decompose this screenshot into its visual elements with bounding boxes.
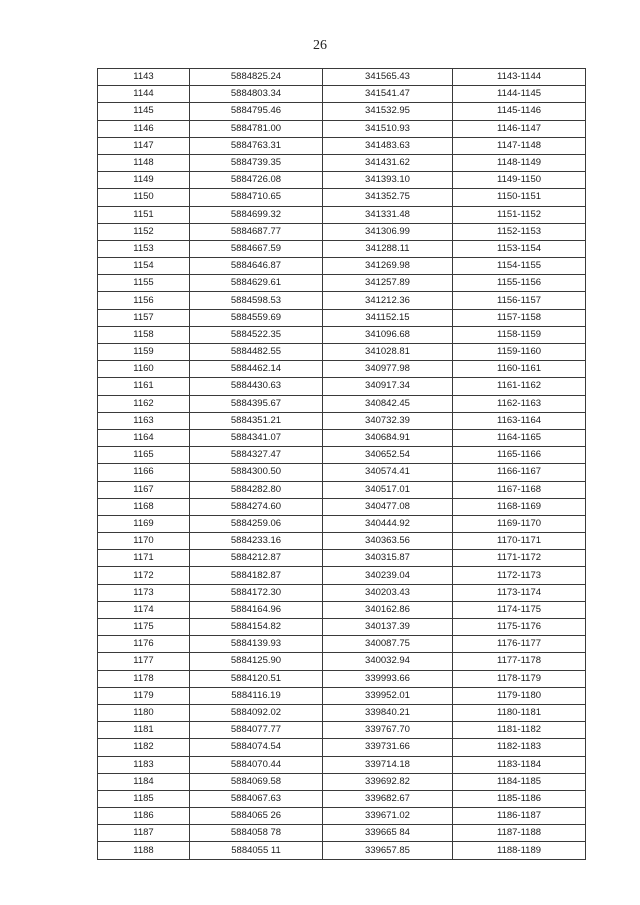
- table-row: [98, 103, 586, 120]
- table-row: [98, 412, 586, 429]
- segment-cell: 1155-1156: [453, 275, 586, 292]
- x-coordinate-cell: 5884341.07: [190, 429, 323, 446]
- y-coordinate-cell: 340239.04: [323, 567, 453, 584]
- table-row: [98, 533, 586, 550]
- point-number-cell: 1186: [98, 808, 190, 825]
- point-number-cell: 1151: [98, 206, 190, 223]
- x-coordinate-cell: 5884781.00: [190, 120, 323, 137]
- y-coordinate-cell: 340087.75: [323, 636, 453, 653]
- point-number-cell: 1161: [98, 378, 190, 395]
- segment-cell: 1146-1147: [453, 120, 586, 137]
- y-coordinate-cell: 341510.93: [323, 120, 453, 137]
- y-coordinate-cell: 339840.21: [323, 704, 453, 721]
- point-number-cell: 1163: [98, 412, 190, 429]
- segment-cell: 1164-1165: [453, 429, 586, 446]
- y-coordinate-cell: 341352.75: [323, 189, 453, 206]
- point-number-cell: 1152: [98, 223, 190, 240]
- table-row: [98, 378, 586, 395]
- table-row: [98, 275, 586, 292]
- table-row: [98, 154, 586, 171]
- y-coordinate-cell: 339671.02: [323, 808, 453, 825]
- x-coordinate-cell: 5884710.65: [190, 189, 323, 206]
- x-coordinate-cell: 5884395.67: [190, 395, 323, 412]
- table-row: [98, 704, 586, 721]
- table-row: [98, 258, 586, 275]
- point-number-cell: 1154: [98, 258, 190, 275]
- x-coordinate-cell: 5884739.35: [190, 154, 323, 171]
- segment-cell: 1183-1184: [453, 756, 586, 773]
- y-coordinate-cell: 341257.89: [323, 275, 453, 292]
- y-coordinate-cell: 341288.11: [323, 240, 453, 257]
- table-row: [98, 429, 586, 446]
- segment-cell: 1143-1144: [453, 69, 586, 86]
- y-coordinate-cell: 341306.99: [323, 223, 453, 240]
- table-row: [98, 206, 586, 223]
- segment-cell: 1174-1175: [453, 601, 586, 618]
- y-coordinate-cell: 341431.62: [323, 154, 453, 171]
- x-coordinate-cell: 5884482.55: [190, 344, 323, 361]
- x-coordinate-cell: 5884300.50: [190, 464, 323, 481]
- point-number-cell: 1185: [98, 790, 190, 807]
- point-number-cell: 1164: [98, 429, 190, 446]
- table-row: [98, 189, 586, 206]
- point-number-cell: 1145: [98, 103, 190, 120]
- table-row: [98, 292, 586, 309]
- table-row: [98, 86, 586, 103]
- table-row: [98, 120, 586, 137]
- segment-cell: 1169-1170: [453, 515, 586, 532]
- x-coordinate-cell: 5884259.06: [190, 515, 323, 532]
- point-number-cell: 1156: [98, 292, 190, 309]
- x-coordinate-cell: 5884065 26: [190, 808, 323, 825]
- x-coordinate-cell: 5884067.63: [190, 790, 323, 807]
- y-coordinate-cell: 339657.85: [323, 842, 453, 859]
- point-number-cell: 1171: [98, 550, 190, 567]
- point-number-cell: 1159: [98, 344, 190, 361]
- segment-cell: 1159-1160: [453, 344, 586, 361]
- y-coordinate-cell: 340203.43: [323, 584, 453, 601]
- y-coordinate-cell: 340977.98: [323, 361, 453, 378]
- y-coordinate-cell: 341331.48: [323, 206, 453, 223]
- y-coordinate-cell: 341269.98: [323, 258, 453, 275]
- point-number-cell: 1181: [98, 722, 190, 739]
- x-coordinate-cell: 5884212.87: [190, 550, 323, 567]
- x-coordinate-cell: 5884070.44: [190, 756, 323, 773]
- y-coordinate-cell: 340917.34: [323, 378, 453, 395]
- table-row: [98, 790, 586, 807]
- segment-cell: 1153-1154: [453, 240, 586, 257]
- table-row: [98, 309, 586, 326]
- segment-cell: 1163-1164: [453, 412, 586, 429]
- y-coordinate-cell: 340517.01: [323, 481, 453, 498]
- point-number-cell: 1169: [98, 515, 190, 532]
- y-coordinate-cell: 340574.41: [323, 464, 453, 481]
- segment-cell: 1171-1172: [453, 550, 586, 567]
- table-row: [98, 567, 586, 584]
- point-number-cell: 1153: [98, 240, 190, 257]
- segment-cell: 1185-1186: [453, 790, 586, 807]
- table-row: [98, 69, 586, 86]
- point-number-cell: 1184: [98, 773, 190, 790]
- x-coordinate-cell: 5884125.90: [190, 653, 323, 670]
- x-coordinate-cell: 5884462.14: [190, 361, 323, 378]
- segment-cell: 1181-1182: [453, 722, 586, 739]
- segment-cell: 1179-1180: [453, 687, 586, 704]
- point-number-cell: 1168: [98, 498, 190, 515]
- point-number-cell: 1182: [98, 739, 190, 756]
- table-row: [98, 361, 586, 378]
- y-coordinate-cell: 339665 84: [323, 825, 453, 842]
- y-coordinate-cell: 339714.18: [323, 756, 453, 773]
- x-coordinate-cell: 5884430.63: [190, 378, 323, 395]
- table-row: [98, 653, 586, 670]
- coordinates-table: [97, 68, 586, 860]
- segment-cell: 1152-1153: [453, 223, 586, 240]
- segment-cell: 1161-1162: [453, 378, 586, 395]
- segment-cell: 1172-1173: [453, 567, 586, 584]
- point-number-cell: 1165: [98, 447, 190, 464]
- table-row: [98, 773, 586, 790]
- point-number-cell: 1175: [98, 619, 190, 636]
- x-coordinate-cell: 5884282.80: [190, 481, 323, 498]
- table-row: [98, 687, 586, 704]
- table-row: [98, 808, 586, 825]
- y-coordinate-cell: 341483.63: [323, 137, 453, 154]
- x-coordinate-cell: 5884120.51: [190, 670, 323, 687]
- table-row: [98, 550, 586, 567]
- x-coordinate-cell: 5884667.59: [190, 240, 323, 257]
- point-number-cell: 1144: [98, 86, 190, 103]
- point-number-cell: 1183: [98, 756, 190, 773]
- table-row: [98, 172, 586, 189]
- point-number-cell: 1180: [98, 704, 190, 721]
- y-coordinate-cell: 341532.95: [323, 103, 453, 120]
- y-coordinate-cell: 340363.56: [323, 533, 453, 550]
- point-number-cell: 1188: [98, 842, 190, 859]
- x-coordinate-cell: 5884274.60: [190, 498, 323, 515]
- table-row: [98, 756, 586, 773]
- y-coordinate-cell: 340732.39: [323, 412, 453, 429]
- segment-cell: 1168-1169: [453, 498, 586, 515]
- x-coordinate-cell: 5884077.77: [190, 722, 323, 739]
- y-coordinate-cell: 340032.94: [323, 653, 453, 670]
- point-number-cell: 1172: [98, 567, 190, 584]
- segment-cell: 1166-1167: [453, 464, 586, 481]
- y-coordinate-cell: 341393.10: [323, 172, 453, 189]
- point-number-cell: 1167: [98, 481, 190, 498]
- segment-cell: 1188-1189: [453, 842, 586, 859]
- table-row: [98, 326, 586, 343]
- x-coordinate-cell: 5884172.30: [190, 584, 323, 601]
- x-coordinate-cell: 5884058 78: [190, 825, 323, 842]
- segment-cell: 1156-1157: [453, 292, 586, 309]
- segment-cell: 1149-1150: [453, 172, 586, 189]
- point-number-cell: 1178: [98, 670, 190, 687]
- x-coordinate-cell: 5884351.21: [190, 412, 323, 429]
- segment-cell: 1173-1174: [453, 584, 586, 601]
- table-row: [98, 223, 586, 240]
- segment-cell: 1162-1163: [453, 395, 586, 412]
- point-number-cell: 1187: [98, 825, 190, 842]
- segment-cell: 1147-1148: [453, 137, 586, 154]
- x-coordinate-cell: 5884055 11: [190, 842, 323, 859]
- x-coordinate-cell: 5884629.61: [190, 275, 323, 292]
- x-coordinate-cell: 5884687.77: [190, 223, 323, 240]
- x-coordinate-cell: 5884164.96: [190, 601, 323, 618]
- segment-cell: 1175-1176: [453, 619, 586, 636]
- x-coordinate-cell: 5884699.32: [190, 206, 323, 223]
- segment-cell: 1154-1155: [453, 258, 586, 275]
- segment-cell: 1176-1177: [453, 636, 586, 653]
- y-coordinate-cell: 339767.70: [323, 722, 453, 739]
- point-number-cell: 1150: [98, 189, 190, 206]
- y-coordinate-cell: 340652.54: [323, 447, 453, 464]
- x-coordinate-cell: 5884182.87: [190, 567, 323, 584]
- y-coordinate-cell: 340444.92: [323, 515, 453, 532]
- table-row: [98, 739, 586, 756]
- segment-cell: 1145-1146: [453, 103, 586, 120]
- y-coordinate-cell: 341152.15: [323, 309, 453, 326]
- table-row: [98, 619, 586, 636]
- table-row: [98, 240, 586, 257]
- segment-cell: 1165-1166: [453, 447, 586, 464]
- point-number-cell: 1147: [98, 137, 190, 154]
- y-coordinate-cell: 340315.87: [323, 550, 453, 567]
- y-coordinate-cell: 340842.45: [323, 395, 453, 412]
- point-number-cell: 1149: [98, 172, 190, 189]
- x-coordinate-cell: 5884646.87: [190, 258, 323, 275]
- table-row: [98, 515, 586, 532]
- segment-cell: 1160-1161: [453, 361, 586, 378]
- point-number-cell: 1176: [98, 636, 190, 653]
- point-number-cell: 1155: [98, 275, 190, 292]
- y-coordinate-cell: 340477.08: [323, 498, 453, 515]
- table-row: [98, 137, 586, 154]
- x-coordinate-cell: 5884092.02: [190, 704, 323, 721]
- table-row: [98, 670, 586, 687]
- y-coordinate-cell: 339993.66: [323, 670, 453, 687]
- segment-cell: 1187-1188: [453, 825, 586, 842]
- y-coordinate-cell: 341565.43: [323, 69, 453, 86]
- table-row: [98, 601, 586, 618]
- point-number-cell: 1162: [98, 395, 190, 412]
- y-coordinate-cell: 341541.47: [323, 86, 453, 103]
- point-number-cell: 1158: [98, 326, 190, 343]
- segment-cell: 1180-1181: [453, 704, 586, 721]
- x-coordinate-cell: 5884795.46: [190, 103, 323, 120]
- segment-cell: 1158-1159: [453, 326, 586, 343]
- table-row: [98, 498, 586, 515]
- x-coordinate-cell: 5884074.54: [190, 739, 323, 756]
- table-row: [98, 584, 586, 601]
- y-coordinate-cell: 341212.36: [323, 292, 453, 309]
- y-coordinate-cell: 340137.39: [323, 619, 453, 636]
- point-number-cell: 1173: [98, 584, 190, 601]
- y-coordinate-cell: 341028.81: [323, 344, 453, 361]
- point-number-cell: 1174: [98, 601, 190, 618]
- segment-cell: 1170-1171: [453, 533, 586, 550]
- x-coordinate-cell: 5884598.53: [190, 292, 323, 309]
- point-number-cell: 1179: [98, 687, 190, 704]
- point-number-cell: 1148: [98, 154, 190, 171]
- y-coordinate-cell: 339731.66: [323, 739, 453, 756]
- y-coordinate-cell: 339952.01: [323, 687, 453, 704]
- segment-cell: 1178-1179: [453, 670, 586, 687]
- segment-cell: 1148-1149: [453, 154, 586, 171]
- y-coordinate-cell: 339692.82: [323, 773, 453, 790]
- x-coordinate-cell: 5884327.47: [190, 447, 323, 464]
- point-number-cell: 1157: [98, 309, 190, 326]
- point-number-cell: 1143: [98, 69, 190, 86]
- y-coordinate-cell: 340162.86: [323, 601, 453, 618]
- table-row: [98, 344, 586, 361]
- table-row: [98, 825, 586, 842]
- x-coordinate-cell: 5884522.35: [190, 326, 323, 343]
- table-row: [98, 464, 586, 481]
- x-coordinate-cell: 5884763.31: [190, 137, 323, 154]
- point-number-cell: 1166: [98, 464, 190, 481]
- segment-cell: 1144-1145: [453, 86, 586, 103]
- x-coordinate-cell: 5884154.82: [190, 619, 323, 636]
- segment-cell: 1184-1185: [453, 773, 586, 790]
- x-coordinate-cell: 5884139.93: [190, 636, 323, 653]
- point-number-cell: 1160: [98, 361, 190, 378]
- y-coordinate-cell: 341096.68: [323, 326, 453, 343]
- segment-cell: 1167-1168: [453, 481, 586, 498]
- segment-cell: 1151-1152: [453, 206, 586, 223]
- table-row: [98, 481, 586, 498]
- table-row: [98, 447, 586, 464]
- page-number: 26: [313, 38, 327, 53]
- coordinates-table-body: [98, 69, 586, 860]
- x-coordinate-cell: 5884233.16: [190, 533, 323, 550]
- point-number-cell: 1177: [98, 653, 190, 670]
- x-coordinate-cell: 5884069.58: [190, 773, 323, 790]
- table-row: [98, 395, 586, 412]
- point-number-cell: 1170: [98, 533, 190, 550]
- x-coordinate-cell: 5884559.69: [190, 309, 323, 326]
- segment-cell: 1150-1151: [453, 189, 586, 206]
- point-number-cell: 1146: [98, 120, 190, 137]
- segment-cell: 1177-1178: [453, 653, 586, 670]
- y-coordinate-cell: 340684.91: [323, 429, 453, 446]
- segment-cell: 1182-1183: [453, 739, 586, 756]
- segment-cell: 1186-1187: [453, 808, 586, 825]
- x-coordinate-cell: 5884116.19: [190, 687, 323, 704]
- table-row: [98, 842, 586, 859]
- table-row: [98, 722, 586, 739]
- table-row: [98, 636, 586, 653]
- y-coordinate-cell: 339682.67: [323, 790, 453, 807]
- x-coordinate-cell: 5884803.34: [190, 86, 323, 103]
- x-coordinate-cell: 5884726.08: [190, 172, 323, 189]
- x-coordinate-cell: 5884825.24: [190, 69, 323, 86]
- segment-cell: 1157-1158: [453, 309, 586, 326]
